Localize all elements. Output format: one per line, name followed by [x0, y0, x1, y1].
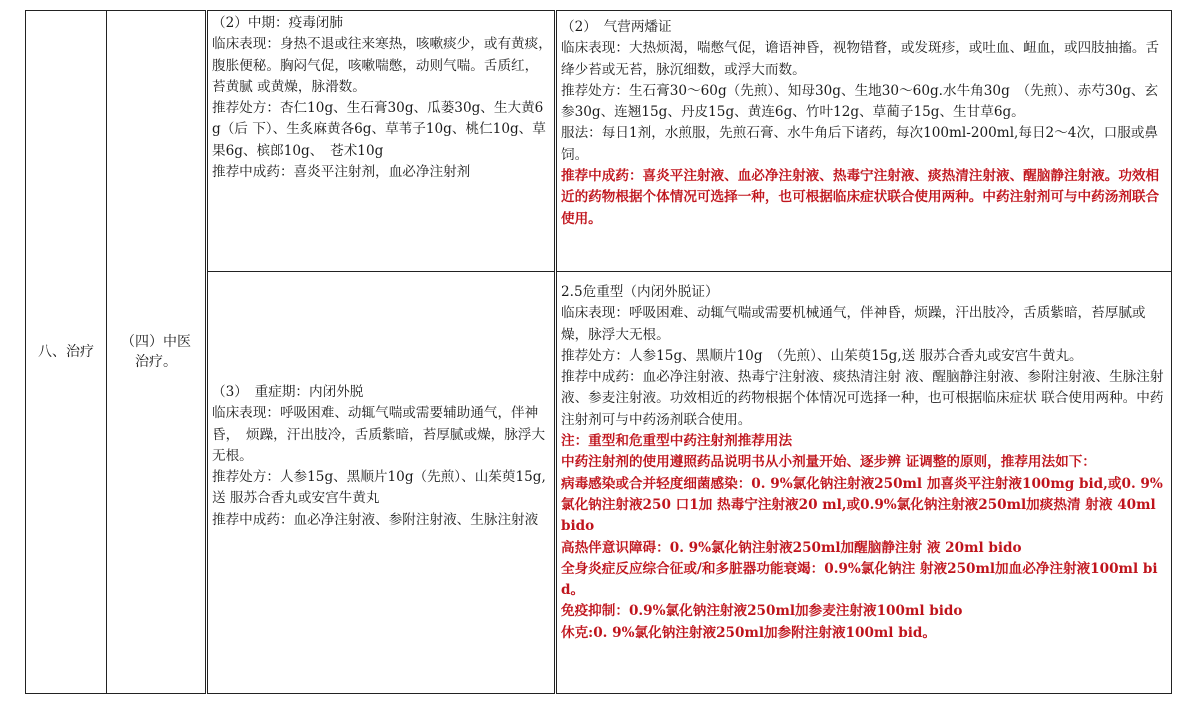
severe-stage-prescription: 推荐处方：人参15g、黑顺片10g（先煎）、山茱萸15g,送 服苏合香丸或安宫牛黄丸	[212, 469, 546, 507]
severe-stage-title: （3） 重症期：内闭外脱	[212, 384, 364, 400]
critical-patent: 推荐中成药：血必净注射液、热毒宁注射液、痰热清注射 液、醒脑静注射液、参附注射液、生脉注射液、参麦注射液。功效相近的药物根据个体情况可选择一种，也可根据临床症状 联合使用两种。中药注射剂可与中药汤剂联合使用。	[561, 369, 1164, 428]
qi-ying-cell	[556, 11, 1172, 272]
critical-clinical: 临床表现：呼吸困难、动辄气喘或需要机械通气，伴神昏，烦躁，汗出肢冷，舌质紫暗，苔厚腻或燥，脉浮大无根。	[561, 305, 1146, 343]
severe-stage-clinical: 临床表现：呼吸困难、动辄气喘或需要辅助通气，伴神昏， 烦躁，汗出肢冷，舌质紫暗，苔厚腻或燥，脉浮大无根。	[212, 405, 546, 464]
sub-header-cell	[107, 11, 207, 694]
qi-ying-title: （2） 气营两燔证	[561, 19, 672, 35]
treatment-table	[25, 10, 1172, 694]
table-row	[26, 11, 1172, 272]
row-header-cell	[26, 11, 107, 694]
critical-title: 2.5危重型（内闭外脱证）	[561, 284, 719, 300]
mid-stage-cell	[207, 11, 559, 272]
critical-prescription: 推荐处方：人参15g、黑顺片10g （先煎）、山茱萸15g,送 服苏合香丸或安宫牛黄丸。	[561, 347, 1083, 364]
critical-note-title: 注：重型和危重型中药注射剂推荐用法	[561, 433, 793, 450]
critical-viral: 病毒感染或合并轻度细菌感染：0. 9%氯化钠注射液250ml 加喜炎平注射液100mg bid,或0. 9%氯化钠注射液250 口1加 热毒宁注射液20 ml,或0.9%氯化钠注射液250ml加痰热清 射液 40ml bido	[561, 475, 1163, 535]
qi-ying-patent: 推荐中成药：喜炎平注射液、血必净注射液、热毒宁注射液、痰热清注射液、醒脑静注射液。功效相近的药物根据个体情况可选择一种，也可根据临床症状联合使用两种。中药注射剂可与中药汤剂联合使用。	[561, 168, 1160, 227]
sub-header: （四）中医治疗。	[121, 333, 191, 370]
row-header: 八、治疗	[38, 344, 94, 360]
critical-note-principle: 中药注射剂的使用遵照药品说明书从小剂量开始、逐步辨 证调整的原则，推荐用法如下：	[561, 454, 1096, 471]
qi-ying-clinical: 临床表现：大热烦渴，喘憋气促，谵语神昏，视物错瞀，或发斑疹，或吐血、衄血，或四肢抽搐。舌绛少苔或无苔，脉沉细数，或浮大而数。	[561, 40, 1160, 78]
severe-stage-patent: 推荐中成药：血必净注射液、参附注射液、生脉注射液	[212, 511, 539, 528]
critical-sirs: 全身炎症反应综合征或/和多脏器功能衰竭：0.9%氯化钠注 射液250ml加血必净注射液100ml bid。	[561, 560, 1158, 599]
mid-stage-patent: 推荐中成药：喜炎平注射剂，血必净注射剂	[212, 164, 471, 181]
critical-immune: 免疫抑制：0.9%氯化钠注射液250ml加参麦注射液100ml bido	[561, 603, 963, 620]
mid-stage-clinical: 临床表现：身热不退或往来寒热，咳嗽痰少，或有黄痰， 腹胀便秘。胸闷气促，咳嗽喘憋，动则气喘。舌质红，苔黄腻 或黄燥，脉滑数。	[212, 36, 559, 95]
qi-ying-usage: 服法：每日1剂，水煎服，先煎石膏、水牛角后下诸药，每次100ml-200ml,每日2～4次，口服或鼻饲。	[561, 125, 1159, 163]
qi-ying-prescription: 推荐处方：生石膏30～60g（先煎）、知母30g、生地30～60g.水牛角30g （先煎）、赤芍30g、玄参30g、连翘15g、丹皮15g、黄连6g、竹叶12g、草蔺子15g、生甘草6g。	[561, 82, 1159, 121]
critical-cell	[556, 272, 1172, 694]
severe-stage-cell	[207, 272, 556, 694]
critical-fever: 高热伴意识障碍：0. 9%氯化钠注射液250ml加醒脑静注射 液 20ml bido	[561, 539, 1022, 556]
mid-stage-prescription: 推荐处方：杏仁10g、生石膏30g、瓜蒌30g、生大黄6g（后 下）、生炙麻黄各6g、草苇子10g、桃仁10g、草果6g、槟郎10g、 苍术10g	[212, 100, 546, 159]
mid-stage-title: （2）中期：疫毒闭肺	[212, 15, 343, 31]
critical-shock: 休克:0. 9%氯化钠注射液250ml加参附注射液100ml bid。	[561, 624, 936, 641]
